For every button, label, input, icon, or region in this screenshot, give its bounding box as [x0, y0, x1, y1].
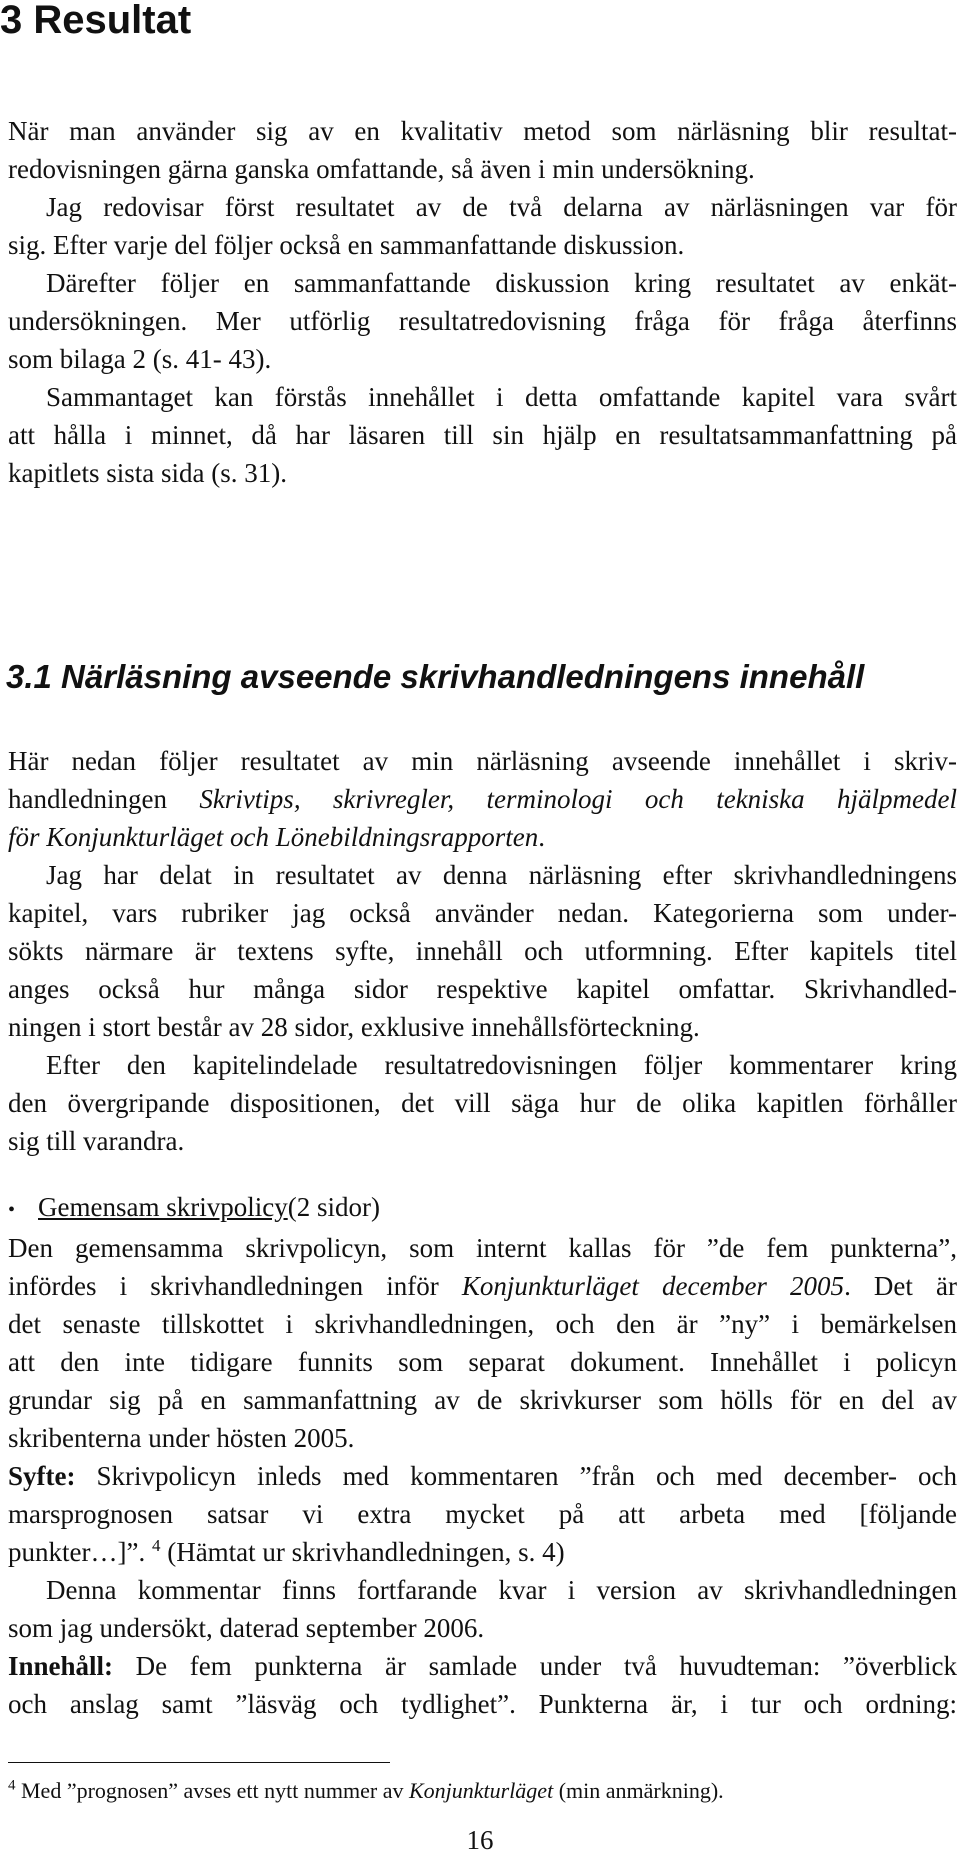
publication-title-italic: Konjunkturläget december 2005: [461, 1271, 845, 1301]
paragraph-line: Efter den kapitelindelade resultatredovisningen följer kommentarer kring: [46, 1050, 957, 1080]
intro-line: undersökningen. Mer utförlig resultatredovisning fråga för fråga återfinns: [8, 306, 957, 336]
intro-line: kapitlets sista sida (s. 31).: [8, 458, 287, 488]
paragraph-line: [8, 1533, 957, 1571]
paragraph-line: [8, 1267, 957, 1305]
paragraph-line: ningen i stort består av 28 sidor, exklusive innehållsförteckning.: [8, 1012, 700, 1042]
footnote-reference: 4: [151, 1536, 161, 1555]
paragraph-line: det senaste tillskottet i skrivhandledningen, och den är ”ny” i bemärkelsen: [8, 1309, 957, 1339]
paragraph-line: grundar sig på en sammanfattning av de skrivkurser som hölls för en del av: [8, 1385, 957, 1415]
paragraph-line: Denna kommentar finns fortfarande kvar i version av skrivhandledningen: [46, 1575, 957, 1605]
paragraph-line: marsprognosen satsar vi extra mycket på att arbeta med [följande: [8, 1499, 957, 1529]
paragraph-line: och anslag samt ”läsväg och tydlighet”. Punkterna är, i tur och ordning:: [8, 1689, 957, 1719]
intro-line: att hålla i minnet, då har läsaren till sin hjälp en resultatsammanfattning på: [8, 420, 957, 450]
intro-paragraph: [8, 112, 957, 492]
chapter-heading: 3 Resultat: [0, 0, 192, 42]
bullet-title: Gemensam skrivpolicy: [38, 1192, 288, 1222]
text-run: Skrivpolicyn inleds med kommentaren ”från och med december- och: [75, 1461, 957, 1491]
footnote-number: 4: [8, 1777, 16, 1794]
paragraph-line: den övergripande dispositionen, det vill säga hur de olika kapitlen förhåller: [8, 1088, 957, 1118]
paragraph-line: Den gemensamma skrivpolicyn, som internt kallas för ”de fem punkterna”,: [8, 1233, 957, 1263]
intro-line: redovisningen gärna ganska omfattande, så även i min undersökning.: [8, 154, 755, 184]
publication-title-italic: Konjunkturläget: [408, 1778, 554, 1803]
content-line: [8, 1647, 957, 1685]
paragraph-line: Jag har delat in resultatet av denna närläsning efter skrivhandledningens: [46, 860, 957, 890]
text-run: punkter…]”.: [8, 1537, 152, 1567]
paragraph-line: som jag undersökt, daterad september 2006.: [8, 1613, 485, 1643]
document-title-italic: för Konjunkturläget och Lönebildningsrapporten: [8, 822, 539, 852]
text-run: De fem punkterna är samlade under två huvudteman: ”överblick: [113, 1651, 957, 1681]
text-run: . Det är: [844, 1271, 958, 1301]
intro-line: Jag redovisar först resultatet av de två delarna av närläsningen var för: [46, 192, 957, 222]
paragraph-line: [8, 780, 957, 818]
intro-line: När man använder sig av en kvalitativ metod som närläsning blir resultat-: [8, 116, 957, 146]
paragraph-line: sig till varandra.: [8, 1126, 185, 1156]
content-label: Innehåll:: [8, 1651, 114, 1681]
paragraph-line: Här nedan följer resultatet av min närläsning avseende innehållet i skriv-: [8, 746, 957, 776]
text-run: infördes i skrivhandledningen inför: [8, 1271, 462, 1301]
bullet-heading-line: [8, 1188, 957, 1229]
intro-line: sig. Efter varje del följer också en sammanfattande diskussion.: [8, 230, 685, 260]
paragraph-line: sökts närmare är textens syfte, innehåll och utformning. Efter kapitels titel: [8, 936, 957, 966]
text-run: Med ”prognosen” avses ett nytt nummer av: [15, 1778, 409, 1803]
bullet-icon: •: [8, 1199, 16, 1221]
paragraph-line: skribenterna under hösten 2005.: [8, 1423, 355, 1453]
intro-line: Därefter följer en sammanfattande diskussion kring resultatet av enkät-: [46, 268, 957, 298]
paragraph-line: [8, 818, 957, 856]
bullet-pages: (2 sidor): [287, 1192, 380, 1222]
text-run: .: [538, 822, 545, 852]
text-run: (Hämtat ur skrivhandledningen, s. 4): [160, 1537, 565, 1567]
footnote: [8, 1777, 724, 1805]
paragraph-line: anges också hur många sidor respektive kapitel omfattar. Skrivhandled-: [8, 974, 957, 1004]
section-heading: 3.1 Närläsning avseende skrivhandledningens innehåll: [6, 658, 865, 695]
section-paragraph-3: [8, 1046, 957, 1160]
footnote-divider: [8, 1762, 390, 1763]
text-run: (min anmärkning).: [553, 1778, 724, 1803]
paragraph-line: att den inte tidigare funnits som separat dokument. Innehållet i policyn: [8, 1347, 957, 1377]
intro-line: som bilaga 2 (s. 41- 43).: [8, 344, 272, 374]
bullet-item: [8, 1188, 957, 1723]
intro-line: Sammantaget kan förstås innehållet i detta omfattande kapitel vara svårt: [46, 382, 957, 412]
page-number: 16: [466, 1825, 494, 1855]
document-title-italic: Skrivtips, skrivregler, terminologi och tekniska hjälpmedel: [199, 784, 957, 814]
paragraph-line: kapitel, vars rubriker jag också använder nedan. Kategorierna som under-: [8, 898, 957, 928]
section-paragraph-1: [8, 742, 957, 856]
text-run: handledningen: [8, 784, 200, 814]
section-paragraph-2: [8, 856, 957, 1046]
purpose-line: [8, 1457, 957, 1495]
purpose-label: Syfte:: [8, 1461, 76, 1491]
